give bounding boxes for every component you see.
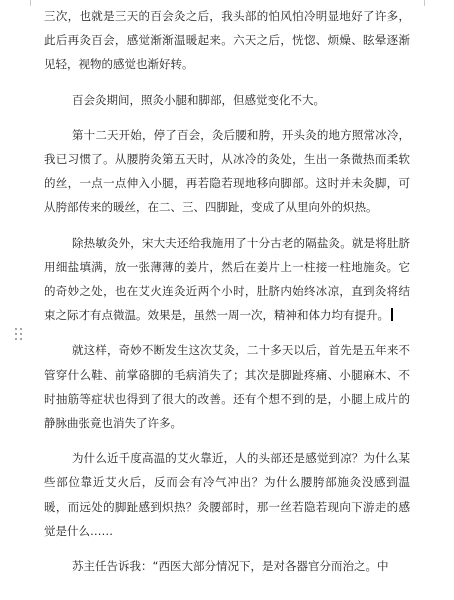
paragraph-with-caret	[44, 231, 410, 328]
text-cursor	[391, 308, 393, 321]
corner-mark	[30, 0, 31, 6]
document-body[interactable]	[44, 4, 410, 578]
paragraph: 苏主任告诉我：“西医大部分情况下，是对各器官分而治之。中	[72, 559, 389, 574]
paragraph: 就这样，奇妙不断发生这次艾灸，二十多天以后，首先是五年来不管穿什么鞋、前掌硌脚的毛病消失了；其次是脚趾疼痛、小腿麻木、不时抽筋等症状也得到了很大的改善。还有个想不到的是，小腿上成片的静脉曲张竟也消失了许多。	[44, 343, 410, 431]
paragraph: 为什么近千度高温的艾火靠近，人的头部还是感觉到凉？为什么某些部位靠近艾火后，反而会有冷气冲出？为什么腰胯部施灸没感到温暖，而远处的脚趾感到炽热？灸腰部时，那一丝若隐若现向下游走的感觉是什么……	[44, 451, 410, 538]
paragraph: 百会灸期间，照灸小腿和脚部，但感觉变化不大。	[72, 92, 325, 107]
paragraph-text: 除热敏灸外，宋大夫还给我施用了十分古老的隔盐灸。就是将肚脐用细盐填满，放一张薄薄的姜片，然后在姜片上一柱接一柱地施灸。它的奇妙之处，也在艾火连灸近两个小时，肚脐内始终冰凉，直到灸将结束之际才有点微温。效果是，虽然一周一次，精神和体力均有提升。	[44, 235, 410, 323]
paragraph-drag-handle-icon[interactable]	[15, 328, 23, 342]
corner-mark	[424, 0, 425, 6]
paragraph: 第十二天开始，停了百会，灸后腰和胯，开头灸的地方照常冰冷，我已习惯了。从腰胯灸第五天时，从冰冷的灸处，生出一条微热而柔软的丝，一点一点伸入小腿，再若隐若现地移向脚部。这时并未灸脚，可从胯部传来的暖丝，在二、三、四脚趾，变成了从里向外的炽热。	[44, 127, 410, 215]
paragraph: 三次，也就是三天的百会灸之后，我头部的怕风怕冷明显地好了许多，此后再灸百会，感觉渐渐温暖起来。六天之后，恍惚、烦燥、眩晕逐渐见轻，视物的感觉也渐好转。	[44, 9, 410, 72]
